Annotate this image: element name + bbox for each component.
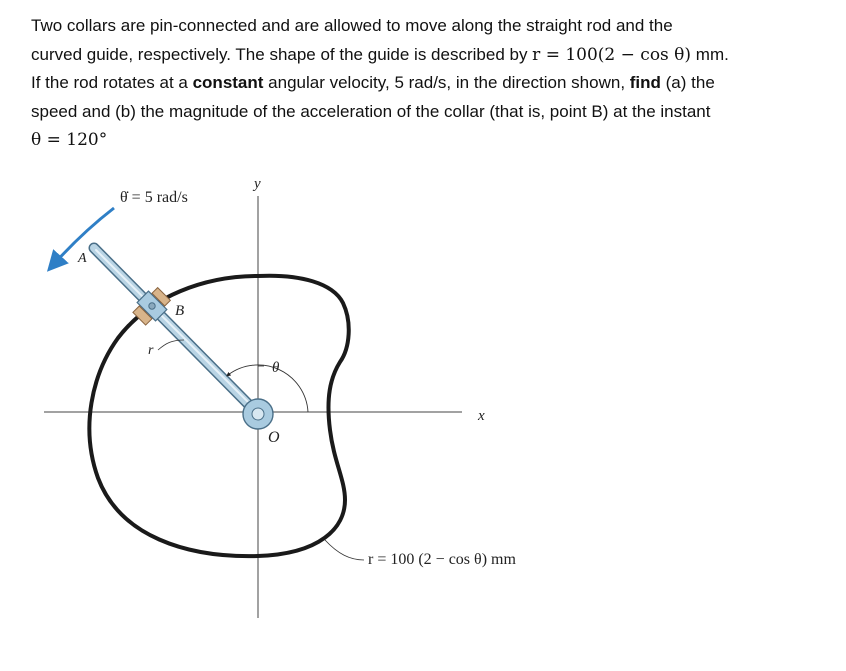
y-axis-label: y: [254, 176, 261, 192]
theta-label: θ: [272, 360, 280, 376]
problem-line-3: If the rod rotates at a constant angular velocity, 5 rad/s, in the direction shown, find (a) the: [31, 73, 715, 93]
origin-label: O: [268, 429, 280, 446]
curved-guide: [89, 276, 348, 556]
find-emphasis: find: [629, 73, 661, 93]
problem-line-2: curved guide, respectively. The shape of the guide is described by r = 100(2 − cos θ) mm.: [31, 44, 729, 65]
rotating-rod: [94, 248, 258, 414]
theta-value: θ = 120°: [31, 130, 108, 151]
point-b-label: B: [175, 303, 185, 319]
problem-line-4: speed and (b) the magnitude of the acceleration of the collar (that is, point B) at the instant: [31, 101, 711, 121]
guide-equation: r = 100(2 − cos θ): [532, 44, 692, 65]
x-axis-label: x: [478, 408, 485, 424]
constant-emphasis: constant: [192, 73, 264, 93]
point-a-label: A: [78, 251, 87, 266]
pivot-o: [243, 399, 273, 429]
curve-equation-label: r = 100 (2 − cos θ) mm: [368, 551, 516, 568]
r-label: r: [148, 343, 154, 358]
omega-label: θ̇ = 5 rad/s: [120, 189, 188, 206]
curve-leader: [325, 540, 364, 560]
problem-line-1: Two collars are pin-connected and are allowed to move along the straight rod and the: [31, 16, 673, 35]
